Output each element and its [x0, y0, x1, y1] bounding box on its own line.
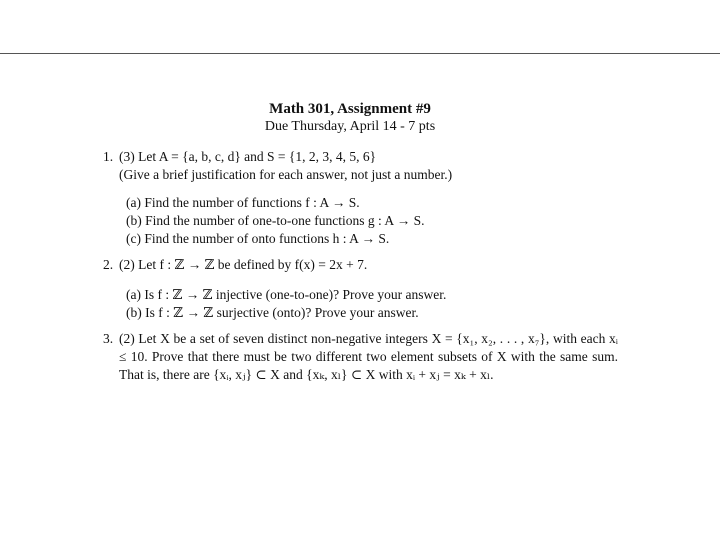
problem-number: 2.	[103, 257, 114, 272]
problem-list	[103, 148, 618, 384]
problem-instruction: (Give a brief justification for each answer, not just a number.)	[119, 167, 453, 182]
problem-part-a: (a) Find the number of functions f : A → S.	[126, 195, 360, 210]
problem-part-b: (b) Is f : ℤ → ℤ surjective (onto)? Prove your answer.	[126, 305, 419, 320]
due-date: Due Thursday, April 14 - 7 pts	[264, 119, 436, 134]
problem-part-a: (a) Is f : ℤ → ℤ injective (one-to-one)? Prove your answer.	[126, 287, 447, 302]
problem-number: 3.	[103, 331, 114, 346]
problem-3	[103, 330, 618, 384]
problem-2	[103, 256, 618, 322]
top-rule	[0, 53, 720, 54]
problem-statement: (2) Let X be a set of seven distinct non-negative integers X = {x₁, x₂, . . . , x₇}, with each xᵢ ≤ 10. Prove that there must be two different two element subsets of X with the same sum. That is, there are {xᵢ, xⱼ} ⊂ X and {xₖ, xₗ} ⊂ X with xᵢ + xⱼ = xₖ + xₗ.	[119, 331, 618, 382]
document-header	[0, 100, 700, 136]
problem-1	[103, 148, 618, 248]
problem-statement: (2) Let f : ℤ → ℤ be defined by f(x) = 2x + 7.	[119, 257, 368, 272]
problem-statement: (3) Let A = {a, b, c, d} and S = {1, 2, 3, 4, 5, 6}	[119, 149, 377, 164]
problem-part-c: (c) Find the number of onto functions h : A → S.	[126, 231, 390, 246]
problem-number: 1.	[103, 149, 114, 164]
problem-part-b: (b) Find the number of one-to-one functions g : A → S.	[126, 213, 425, 228]
assignment-title: Math 301, Assignment #9	[269, 101, 431, 117]
